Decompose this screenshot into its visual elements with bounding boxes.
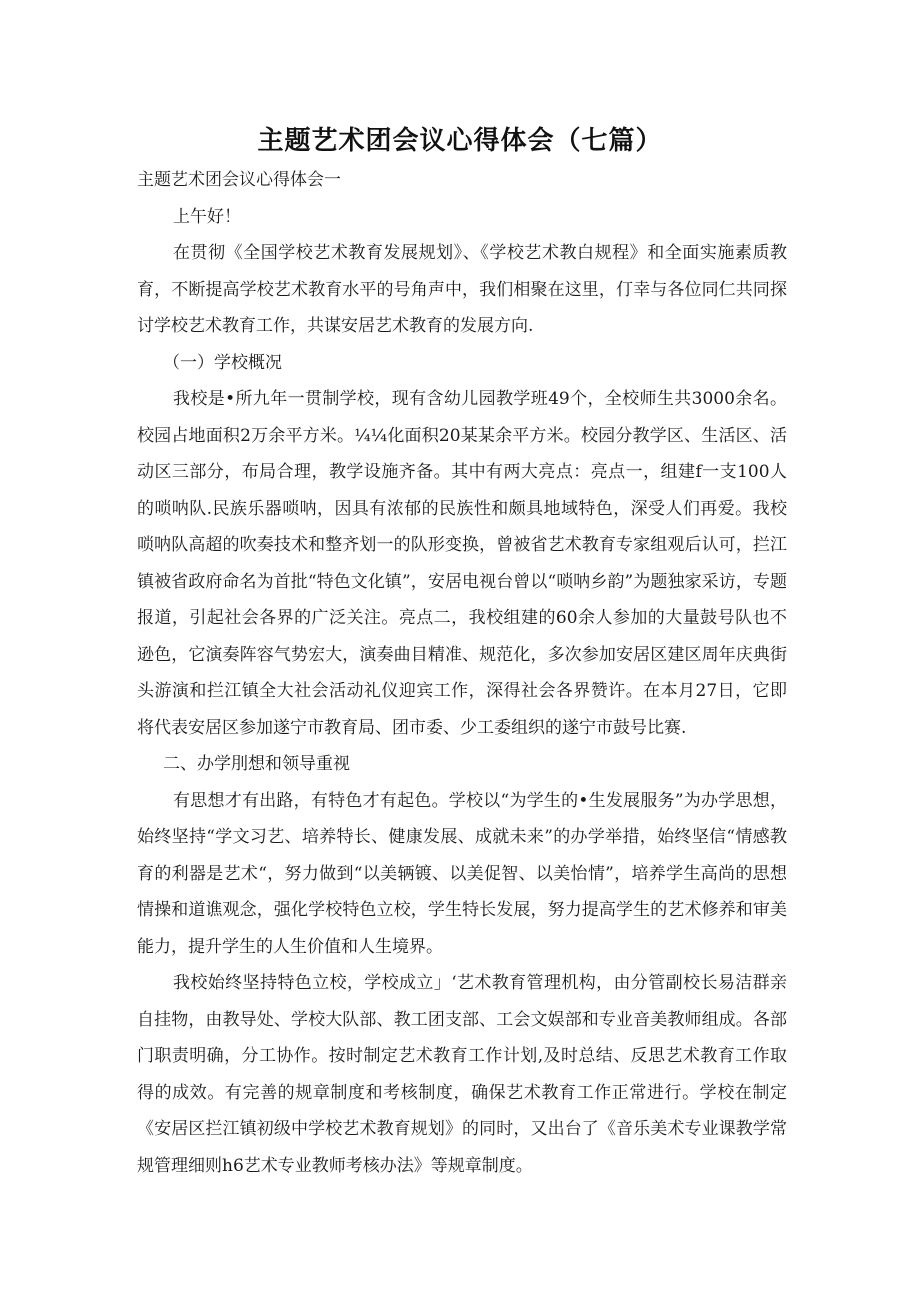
school-overview-paragraph: 我校是•所九年一贯制学校，现有含幼儿园教学班49个，全校师生共3000余名。校园占地面积2万余平方米。¼¼化面积20某某余平方米。校园分教学区、生活区、活动区三部分，布局合理，教学设施齐备。其中有两大亮点：亮点一，组建f一支100人的唢呐队.民族乐器唢呐，因具有浓郁的民族性和颇具地域特色，深受人们再爱。我校唢呐队高超的吹奏技术和整齐划一的队形变换，曾被省艺术教育专家组观后认可，拦江镇被省政府命名为首批“特色文化镇”，安居电视台曾以“唢呐乡韵”为题独家采访，专题报道，引起社会各界的广泛关注。亮点二，我校组建的60余人参加的大量鼓号队也不逊色，它演奏阵容气势宏大，演奏曲目精准、规范化，多次参加安居区建区周年庆典街头游演和拦江镇全大社会活动礼仪迎宾工作，深得社会各界赞许。在本月27日，它即将代表安居区参加遂宁市教育局、团市委、少工委组织的遂宁市鼓号比赛. [137,389,787,738]
management-paragraph: 我校始终坚持特色立校，学校成立」‘艺术教育管理机构，由分管副校长易洁群亲自挂物，由教导处、学校大队部、教工团支部、工会文娱部和专业音美教师组成。各部门职责明确，分工协作。按时制定艺术教育工作计划,及时总结、反思艺术教育工作取得的成效。有完善的规章制度和考核制度，确保艺术教育工作正常进行。学校在制定《安居区拦江镇初级中学校艺术教育规划》的同时，又出台了《音乐美术专业课教学常规管理细则h6艺术专业教师考核办法》等规章制度。 [137,973,787,1176]
document-title: 主题艺术团会议心得体会（七篇） [257,126,663,156]
section-subtitle: 主题艺术团会议心得体会一 [137,170,341,190]
greeting: 上午好！ [173,206,241,227]
philosophy-paragraph: 有思想才有出路，有特色才有起色。学校以“为学生的•生发展服务”为办学思想，始终坚持“学文习艺、培养特长、健康发展、成就未来”的办学举措，始终坚信“情感教育的利器是艺术“，努力做到“以美辆镀、以美促智、以美怡情”，培养学生高尚的思想情操和道谯观念，强化学校特色立校，学生特长发展，努力提高学生的艺术修养和审美能力，提升学生的人生价值和人生境界。 [137,790,787,957]
document-body [137,162,787,1184]
heading-school-philosophy: 二、办学刖想和领导重视 [163,754,350,774]
heading-school-overview: （一）学校概况 [163,352,282,373]
intro-paragraph: 在贯彻《全国学校艺术教育发展规划》、《学校艺术教白规程》和全面实施素质教育，不断提高学校艺术教育水平的号角声中，我们相聚在这里，仃幸与各位同仁共同探讨学校艺术教育工作，共谋安居艺术教育的发展方向. [137,243,787,336]
